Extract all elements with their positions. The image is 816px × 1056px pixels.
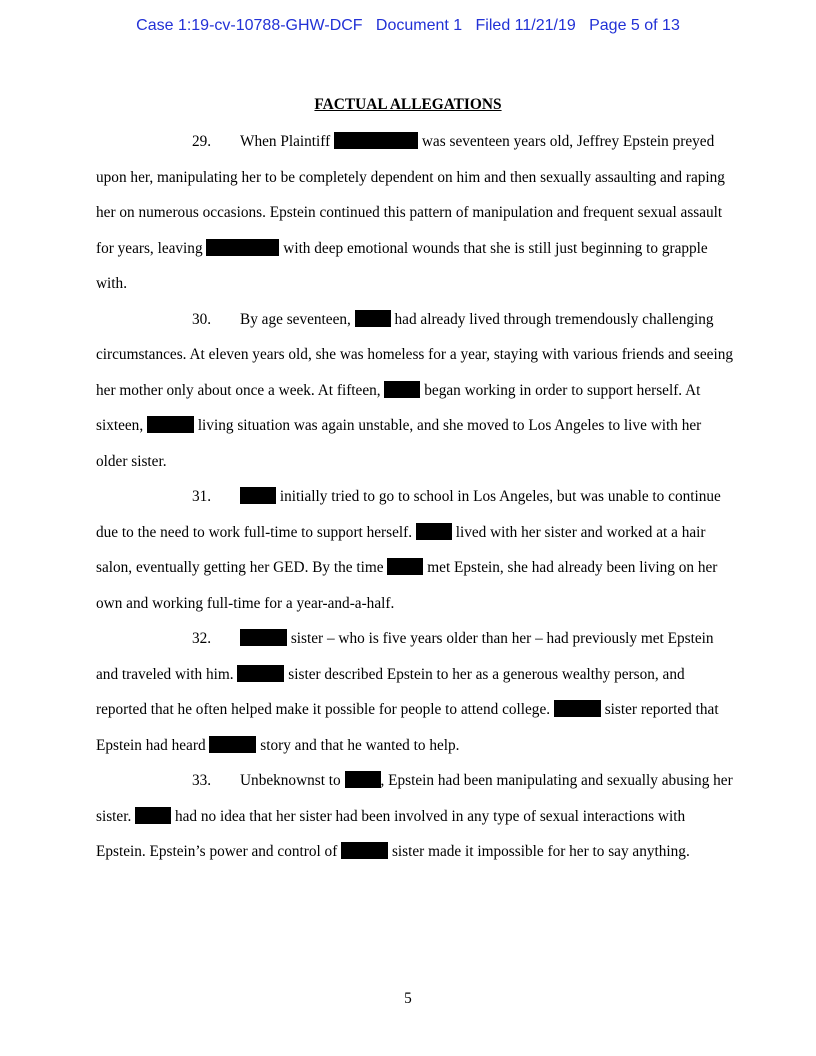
paragraph-text: sister described Epstein to her as a generous wealthy person, and reported that he often helped make it possible for people to attend college. bbox=[96, 665, 685, 718]
filed-date: Filed 11/21/19 bbox=[475, 17, 576, 34]
paragraph-number: 33. bbox=[192, 772, 212, 789]
paragraph-29 bbox=[96, 124, 736, 302]
paragraph-text: sister reported that Epstein had heard bbox=[96, 701, 719, 754]
paragraph-number: 30. bbox=[192, 310, 212, 328]
paragraph-32 bbox=[96, 621, 736, 763]
redaction-block bbox=[206, 239, 279, 256]
redaction-block bbox=[554, 700, 601, 717]
page-number: 5 bbox=[404, 990, 412, 1007]
paragraph-text: lived with her sister and worked at a hair salon, eventually getting her GED. By the time bbox=[96, 523, 706, 576]
redaction-block bbox=[334, 132, 418, 149]
redaction-block bbox=[237, 665, 284, 682]
paragraph-text: was seventeen years old, Jeffrey Epstein preyed upon her, manipulating her to be completely dependent on him and then sexually assaulting and raping her on numerous occasions. Epstein continued this pattern of manipulation and frequent sexual assault for years, leaving bbox=[96, 133, 725, 257]
redaction-block bbox=[355, 310, 391, 327]
redaction-block bbox=[345, 771, 381, 788]
redaction-block bbox=[240, 629, 287, 646]
redaction-block bbox=[416, 523, 452, 540]
redaction-block bbox=[209, 736, 256, 753]
document-number: Document 1 bbox=[375, 17, 463, 34]
paragraph-text: sister made it impossible for her to say anything. bbox=[391, 843, 690, 860]
paragraph-31 bbox=[96, 479, 736, 621]
paragraph-text: living situation was again unstable, and she moved to Los Angeles to live with her older sister. bbox=[96, 417, 702, 470]
paragraph-text: with deep emotional wounds that she is still just beginning to grapple with. bbox=[96, 239, 708, 292]
paragraph-number: 32. bbox=[192, 630, 212, 647]
paragraph-text: initially tried to go to school in Los Angeles, but was unable to continue due to the need to work full-time to support herself. bbox=[96, 488, 721, 541]
redaction-block bbox=[341, 842, 388, 859]
case-header bbox=[0, 17, 816, 35]
paragraph-30 bbox=[96, 302, 736, 480]
paragraph-text: story and that he wanted to help. bbox=[260, 736, 460, 754]
paragraph-number: 29. bbox=[192, 133, 212, 150]
redaction-block bbox=[384, 381, 420, 398]
paragraph-text: began working in order to support herself. At sixteen, bbox=[96, 381, 701, 434]
paragraph-text: had no idea that her sister had been involved in any type of sexual interactions with Epstein. Epstein’s power and control of bbox=[96, 807, 686, 860]
paragraph-33 bbox=[96, 763, 736, 870]
redaction-block bbox=[135, 807, 171, 824]
paragraph-text: When Plaintiff bbox=[240, 133, 331, 150]
paragraph-text: Unbeknownst to bbox=[240, 772, 341, 789]
paragraph-text: met Epstein, she had already been living on her own and working full-time for a year-and-a-half. bbox=[96, 559, 718, 612]
document-body bbox=[96, 124, 736, 870]
redaction-block bbox=[240, 487, 276, 504]
redaction-block bbox=[147, 416, 194, 433]
page-indicator: Page 5 of 13 bbox=[589, 17, 680, 34]
redaction-block bbox=[387, 558, 423, 575]
paragraph-text: had already lived through tremendously challenging circumstances. At eleven years old, she was homeless for a year, staying with various friends and seeing her mother only about once a week. At fifteen, bbox=[96, 310, 733, 399]
section-heading: FACTUAL ALLEGATIONS bbox=[314, 96, 502, 113]
case-number: Case 1:19-cv-10788-GHW-DCF bbox=[136, 17, 363, 34]
paragraph-text: , Epstein had been manipulating and sexually abusing her sister. bbox=[96, 772, 733, 825]
paragraph-number: 31. bbox=[192, 488, 212, 505]
paragraph-text: By age seventeen, bbox=[240, 310, 351, 328]
paragraph-text: sister – who is five years older than her – had previously met Epstein and traveled with him. bbox=[96, 630, 714, 683]
